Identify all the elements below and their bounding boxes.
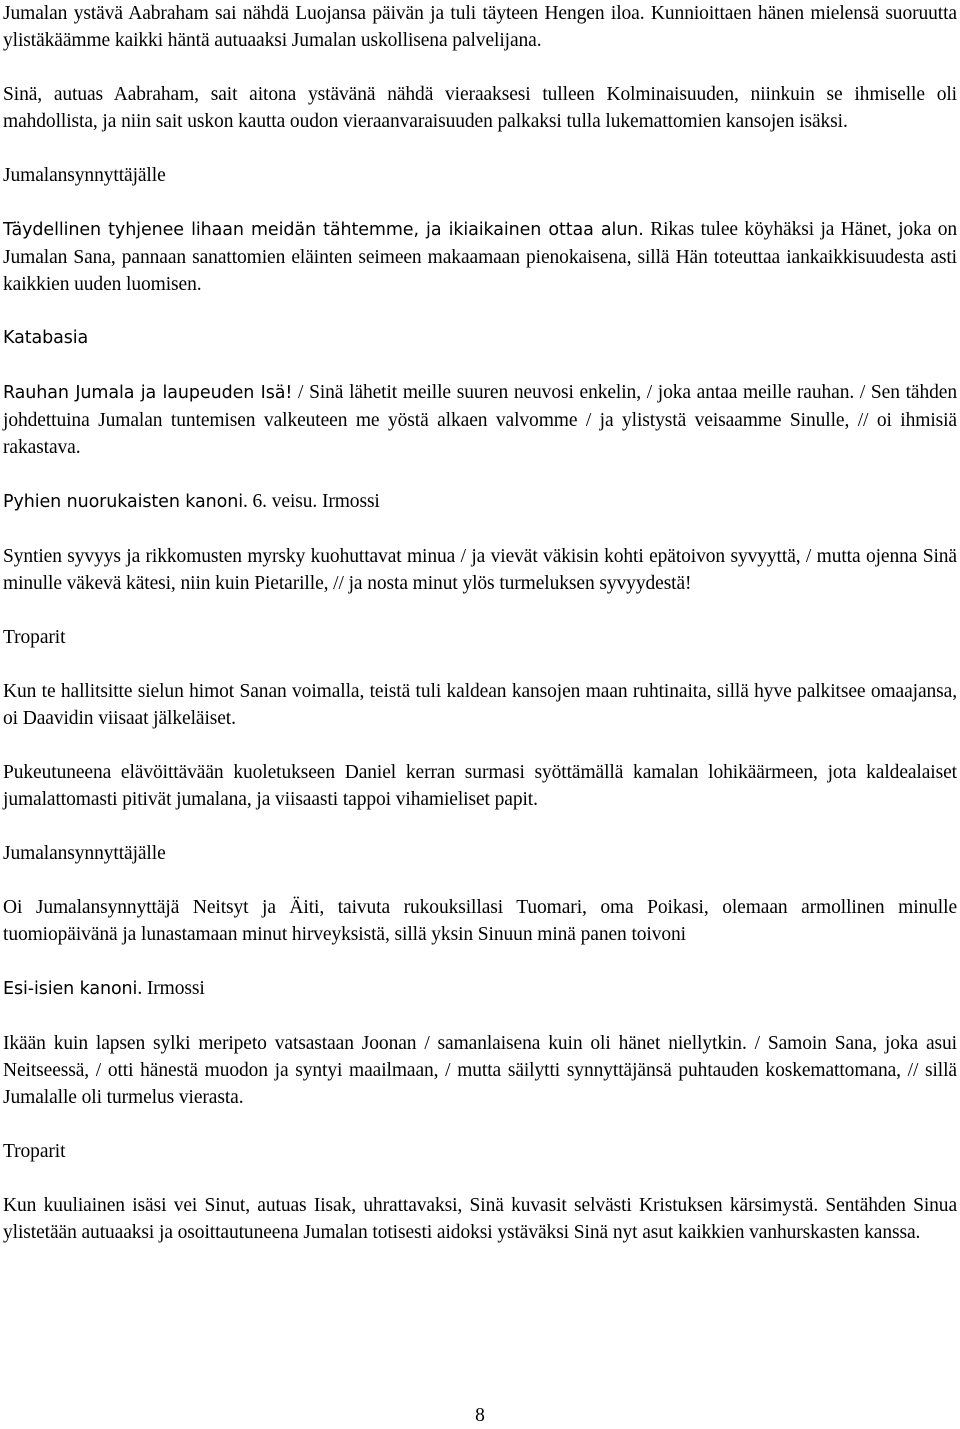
heading-pyhien-nuorukaisten-kanoni	[3, 488, 957, 516]
paragraph-incarnation-first-sentence: Täydellinen tyhjenee lihaan meidän tähtemme, ja ikiaikainen ottaa alun.	[3, 220, 644, 240]
document-page	[3, 0, 957, 1246]
paragraph-aabraham-hospitality: Sinä, autuas Aabraham, sait aitona ystävänä nähdä vieraaksesi tulleen Kolminaisuuden, niinkuin se ihmiselle oli mahdollista, ja niin sait uskon kautta oudon vieraanvaraisuuden palkaksi tulla lukemattomien kansojen isäksi.	[3, 84, 957, 132]
heading-kanoni-irmossi: Irmossi	[317, 491, 380, 512]
paragraph-incarnation-rest: Rikas tulee köyhäksi ja Hänet, joka on Jumalan Sana, pannaan sanattomien eläinten seimeen makaamaan pienokaisena, sillä Hän toteuttaa iankaikkisuudesta asti kaikkien uuden luomisen.	[3, 219, 957, 295]
heading-esi-isien-title: Esi-isien kanoni	[3, 979, 138, 999]
heading-troparit-1: Troparit	[3, 627, 66, 648]
paragraph-katabasia	[3, 379, 957, 461]
paragraph-aabraham-praise: Jumalan ystävä Aabraham sai nähdä Luojansa päivän ja tuli täyteen Hengen iloa. Kunnioittaen hänen mielensä suoruutta ylistäkäämme kaikki häntä autuaaksi Jumalan uskollisena palvelijana.	[3, 3, 957, 51]
heading-katabasia: Katabasia	[3, 328, 89, 348]
heading-jumalansynnyttajalle-1: Jumalansynnyttäjälle	[3, 165, 166, 186]
paragraph-troparit-daavid: Kun te hallitsitte sielun himot Sanan voimalla, teistä tuli kaldean kansojen maan ruhtinaita, sillä hyve palkitsee omaajansa, oi Daavidin viisaat jälkeläiset.	[3, 681, 957, 729]
paragraph-neitsyt: Oi Jumalansynnyttäjä Neitsyt ja Äiti, taivuta rukouksillasi Tuomari, oma Poikasi, olemaan armollinen minulle tuomiopäivänä ja lunastamaan minut hirveyksistä, sillä yksin Sinuun minä panen toivoni	[3, 897, 957, 945]
page-number: 8	[475, 1405, 485, 1426]
heading-esi-isien-irmossi: . Irmossi	[137, 978, 205, 999]
paragraph-katabasia-part-2: / Sinä lähetit meille suuren neuvosi enkelin, / joka antaa meille rauhan.	[292, 382, 855, 403]
paragraph-katabasia-part-1: Rauhan Jumala ja laupeuden Isä!	[3, 383, 293, 403]
paragraph-troparit-iisak: Kun kuuliainen isäsi vei Sinut, autuas Iisak, uhrattavaksi, Sinä kuvasit selvästi Kristuksen kärsimystä. Sentähden Sinua ylistetään autuaaksi ja osoittautuneena Jumalan totisesti aidoksi ystäväksi Sinä nyt asut kaikkien vanhurskasten kanssa.	[3, 1195, 957, 1243]
paragraph-troparit-daniel: Pukeutuneena elävöittävään kuoletukseen Daniel kerran surmasi syöttämällä kamalan lohikäärmeen, jota kaldealaiset jumalattomasti pitivät jumalana, ja viisaasti tappoi vihamieliset papit.	[3, 762, 957, 810]
heading-kanoni-veisu: . 6. veisu.	[242, 491, 318, 512]
paragraph-incarnation	[3, 216, 957, 298]
paragraph-irmossi-joona: Ikään kuin lapsen sylki meripeto vatsastaan Joonan / samanlaisena kuin oli hänet niellytkin. / Samoin Sana, joka asui Neitseessä, / otti hänestä muodon ja syntyi maailmaan, / mutta säilytti synnyttäjänsä puhtauden koskemattomana, // sillä Jumalalle oli turmelus vierasta.	[3, 1033, 957, 1108]
paragraph-irmossi-1: Syntien syvyys ja rikkomusten myrsky kuohuttavat minua / ja vievät väkisin kohti epätoivon syvyyttä, / mutta ojenna Sinä minulle väkevä kätesi, niin kuin Pietarille, // ja nosta minut ylös turmeluksen syvyydestä!	[3, 546, 957, 594]
heading-jumalansynnyttajalle-2: Jumalansynnyttäjälle	[3, 843, 166, 864]
heading-troparit-2: Troparit	[3, 1141, 66, 1162]
heading-kanoni-title: Pyhien nuorukaisten kanoni	[3, 492, 243, 512]
heading-esi-isien-kanoni	[3, 975, 957, 1003]
paragraph-katabasia-part-3: / Sen tähden johdettuina Jumalan tuntemisen valkeuteen me yöstä alkaen valvomme / ja ylistystä veisaamme Sinulle, // oi ihmisiä rakastava.	[3, 382, 957, 458]
